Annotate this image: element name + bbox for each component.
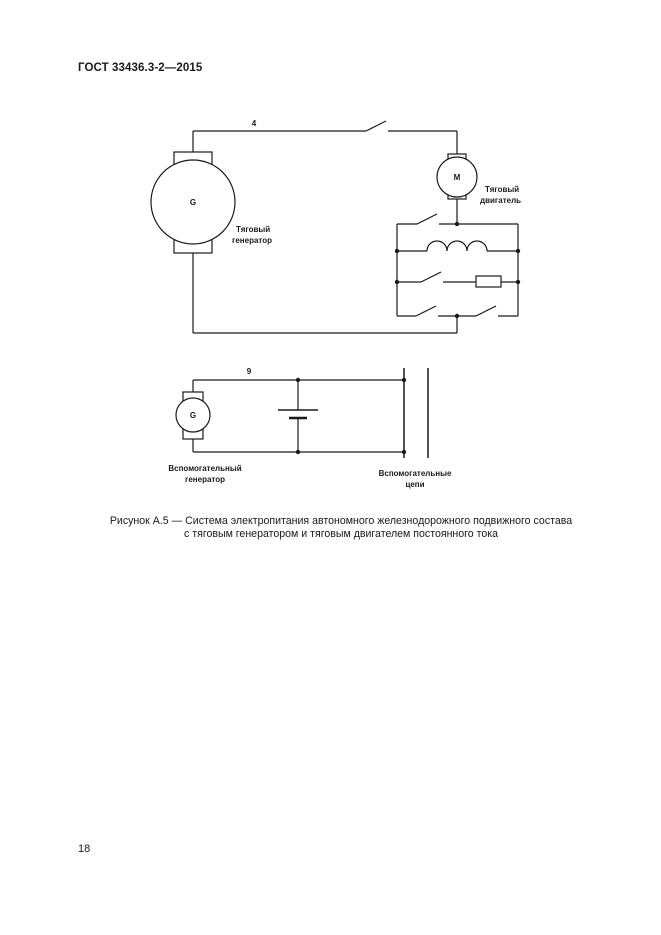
junction-dot	[395, 280, 399, 284]
main-switch	[366, 121, 386, 131]
junction-dot	[296, 450, 300, 454]
caption-line-2: с тяговым генератором и тяговым двигателем постоянного тока	[183, 528, 499, 540]
page-number: 18	[78, 843, 91, 855]
wire-label-9: 9	[246, 367, 252, 376]
generator-symbol: G	[189, 198, 197, 207]
resistor-branch-switch	[421, 272, 441, 282]
junction-dot	[402, 450, 406, 454]
generator-label-line2: генератор	[232, 236, 272, 245]
generator-label-line1: Тяговый	[236, 225, 271, 234]
junction-dot	[455, 314, 459, 318]
bottom-branch-switch-2	[476, 306, 496, 316]
aux-generator-label-line2: генератор	[185, 475, 225, 484]
aux-circuits-label-line1: Вспомогательные	[378, 469, 452, 478]
field-winding	[427, 241, 487, 251]
junction-dot	[516, 249, 520, 253]
motor-label-line1: Тяговый	[485, 185, 520, 194]
network-top-switch	[417, 214, 437, 224]
document-header: ГОСТ 33436.3-2—2015	[78, 62, 203, 74]
aux-generator-label-line1: Вспомогательный	[168, 464, 242, 473]
junction-dot	[402, 378, 406, 382]
motor-label-line2: двигатель	[480, 196, 522, 205]
aux-circuits-label-line2: цепи	[405, 480, 425, 489]
wire-label-4: 4	[251, 119, 257, 128]
junction-dot	[296, 378, 300, 382]
caption-line-1: Рисунок А.5 — Система электропитания автономного железнодорожного подвижного состава	[109, 515, 573, 527]
shunt-resistor	[476, 276, 501, 287]
motor-symbol: M	[453, 173, 461, 182]
bottom-branch-switch-1	[416, 306, 436, 316]
aux-generator-symbol: G	[189, 411, 197, 420]
junction-dot	[455, 222, 459, 226]
junction-dot	[516, 280, 520, 284]
junction-dot	[395, 249, 399, 253]
figure-caption	[78, 515, 604, 541]
